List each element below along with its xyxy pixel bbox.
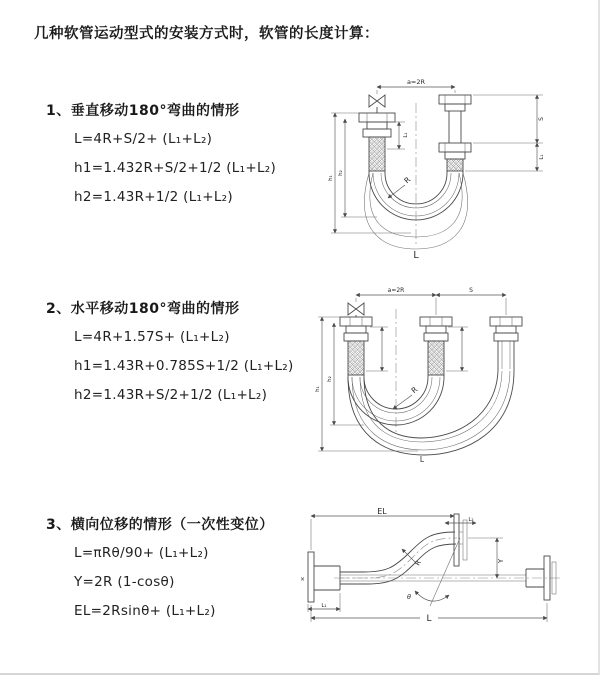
dim-label-h2: h₂ [327,376,333,382]
length-label: L [413,250,419,261]
section-1 [46,100,316,207]
formula-h1: h1=1.432R+S/2+1/2 (L₁+L₂) [74,160,277,176]
diagram-lateral-displacement [298,506,590,634]
upper-flange-displaced [454,514,467,566]
formula-h2: h2=1.43R+1/2 (L₁+L₂) [74,189,233,205]
diagram-vertical-180-bend [315,75,585,265]
formula-y: Y=2R (1-cosθ) [74,574,175,590]
dim-label-h1: h₁ [315,386,321,392]
valve-icon [369,95,385,107]
section-2-heading: 2、水平移动180°弯曲的情形 [46,301,240,317]
dim-label-a2r: a=2R [387,287,405,294]
angle-label: θ [407,593,411,601]
right-fitting-displaced [490,317,522,371]
page-title: 几种软管运动型式的安装方式时，软管的长度计算： [34,26,379,42]
angle-arc [415,591,449,601]
dim-label-h2: h₂ [338,170,344,176]
formula-l: L=πRθ/90+ (L₁+L₂) [74,545,209,561]
formula-h1: h1=1.43R+0.785S+1/2 (L₁+L₂) [74,358,294,374]
radius-label: R [413,559,423,568]
formula-h2: h2=1.43R+S/2+1/2 (L₁+L₂) [74,387,268,403]
dim-label-l2: L₂ [468,517,474,523]
left-fitting [340,317,372,377]
left-flange [308,552,340,602]
dim-label-l1: L₁ [321,603,327,609]
displacement-line [430,538,460,606]
section-3 [46,514,316,621]
section-2 [46,298,316,405]
length-label: L [426,614,432,624]
dim-label-a2r: a=2R [406,78,426,86]
length-label: L [419,455,425,464]
hose-u-bend-displaced [348,371,514,455]
diagram-horizontal-180-bend [308,283,580,465]
dim-label-l1-right: L₁ [539,154,545,160]
radius-label: R [402,175,413,186]
formula-l: L=4R+1.57S+ (L₁+L₂) [74,329,230,345]
dim-label-l1-left: L₁ [403,132,409,138]
dim-label-el: EL [377,507,387,516]
formula-l: L=4R+S/2+ (L₁+L₂) [74,131,213,147]
centerline-datum-mark: × [300,576,306,583]
dim-label-s: S [469,287,473,294]
radius-label: R [409,384,420,396]
hose-s-curve [340,532,457,584]
formula-el: EL=2Rsinθ+ (L₁+L₂) [74,603,216,619]
dim-label-s: S [538,117,545,121]
section-1-heading: 1、垂直移动180°弯曲的情形 [46,103,240,119]
dim-label-h1: h₁ [328,175,334,181]
right-fitting [439,95,471,173]
dim-label-y: Y [497,558,505,564]
center-fitting [420,317,452,377]
section-3-heading: 3、横向位移的情形（一次性变位） [46,517,274,533]
valve-icon [348,303,364,315]
